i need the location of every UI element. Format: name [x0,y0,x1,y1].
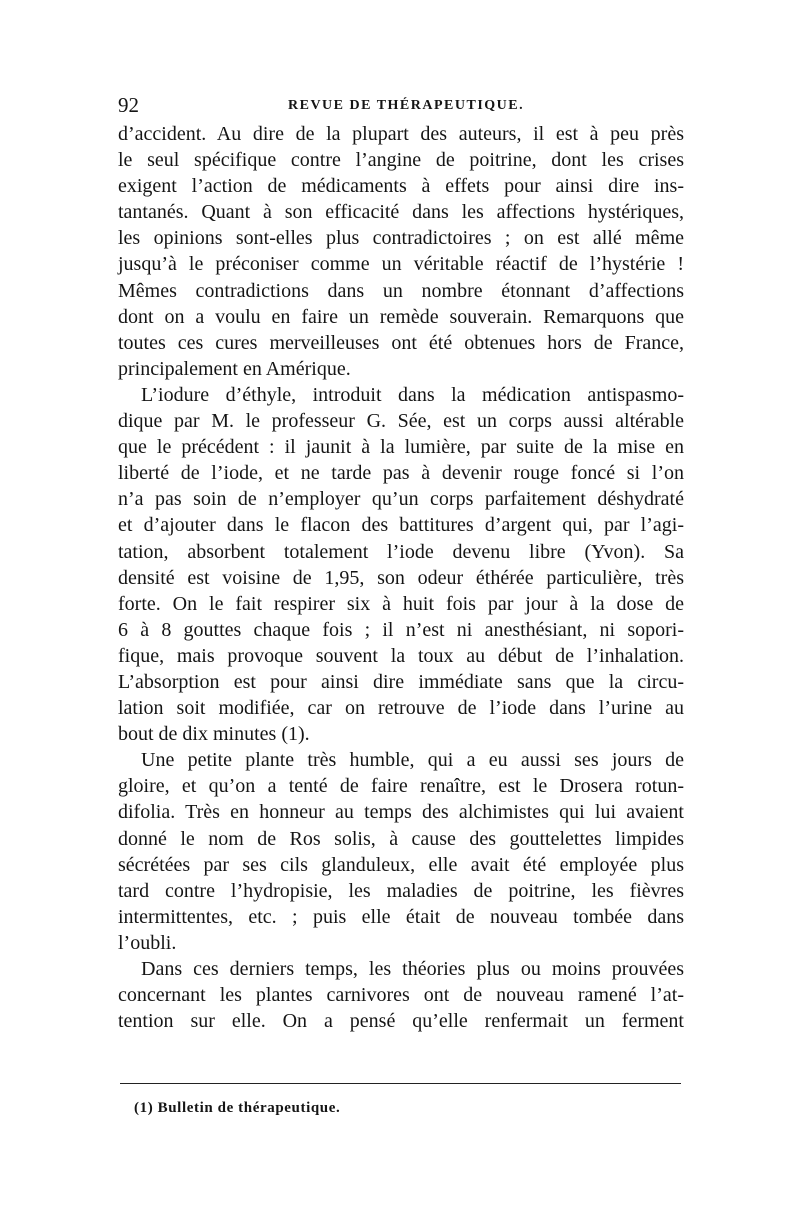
text-line: densité est voisine de 1,95, son odeur éthérée particulière, très [118,566,684,589]
text-line: principalement en Amérique. [118,357,351,380]
text-line: exigent l’action de médicaments à effets pour ainsi dire ins- [118,175,684,198]
text-line: le seul spécifique contre l’angine de poitrine, dont les crises [118,149,684,172]
paragraph [118,121,684,382]
text-line: liberté de l’iode, et ne tarde pas à devenir rouge foncé si l’on [118,462,684,485]
text-line: gloire, et qu’on a tenté de faire renaître, est le Drosera rotun- [118,775,684,798]
text-line: forte. On le fait respirer six à huit fois par jour à la dose de [118,592,684,615]
text-line: n’a pas soin de n’employer qu’un corps parfaitement déshydraté [118,488,684,511]
text-line: difolia. Très en honneur au temps des alchimistes qui lui avaient [118,801,684,824]
text-line: lation soit modifiée, car on retrouve de l’iode dans l’urine au [118,697,684,720]
body-text [118,121,684,1034]
text-line: les opinions sont-elles plus contradictoires ; on est allé même [118,227,684,250]
text-line: fique, mais provoque souvent la toux au début de l’inhalation. [118,644,684,667]
text-line: l’oubli. [118,931,177,954]
text-line: dont on a voulu en faire un remède souverain. Remarquons que [118,305,684,328]
text-line: Mêmes contradictions dans un nombre étonnant d’affections [118,279,684,302]
text-line: concernant les plantes carnivores ont de nouveau ramené l’at- [118,984,684,1007]
text-line: et d’ajouter dans le flacon des battitures d’argent qui, par l’agi- [118,514,684,537]
text-line: dique par M. le professeur G. Sée, est un corps aussi altérable [118,410,684,433]
text-line: bout de dix minutes (1). [118,723,310,746]
text-line: L’iodure d’éthyle, introduit dans la médication antispasmo- [141,383,684,406]
text-line: tention sur elle. On a pensé qu’elle renfermait un ferment [118,1010,684,1033]
text-line: tantanés. Quant à son efficacité dans les affections hystériques, [118,201,684,224]
text-line: Dans ces derniers temps, les théories plus ou moins prouvées [141,958,684,980]
paragraph [118,382,684,747]
text-line: tation, absorbent totalement l’iode devenu libre (Yvon). Sa [118,540,684,563]
text-line: que le précédent : il jaunit à la lumière, par suite de la mise en [118,436,684,459]
text-line: Une petite plante très humble, qui a eu aussi ses jours de [141,749,684,772]
text-line: tard contre l’hydropisie, les maladies de poitrine, les fièvres [118,879,684,902]
page-number: 92 [118,93,139,117]
text-line: jusqu’à le préconiser comme un véritable réactif de l’hystérie ! [118,253,684,276]
text-line: donné le nom de Ros solis, à cause des gouttelettes limpides [118,827,684,850]
text-line: 6 à 8 gouttes chaque fois ; il n’est ni anesthésiant, ni sopori- [118,618,684,641]
text-line: d’accident. Au dire de la plupart des auteurs, il est à peu près [118,123,684,145]
footnote-divider [120,1083,681,1084]
paragraph [118,956,684,1034]
text-line: L’absorption est pour ainsi dire immédiate sans que la circu- [118,670,684,693]
running-title: REVUE DE THÉRAPEUTIQUE. [288,98,525,113]
paragraph [118,747,684,956]
text-line: toutes ces cures merveilleuses ont été obtenues hors de France, [118,331,684,354]
text-line: intermittentes, etc. ; puis elle était de nouveau tombée dans [118,905,684,928]
text-line: sécrétées par ses cils glanduleux, elle avait été employée plus [118,853,684,876]
footnote: (1) Bulletin de thérapeutique. [134,1100,341,1116]
page-header [118,93,680,119]
